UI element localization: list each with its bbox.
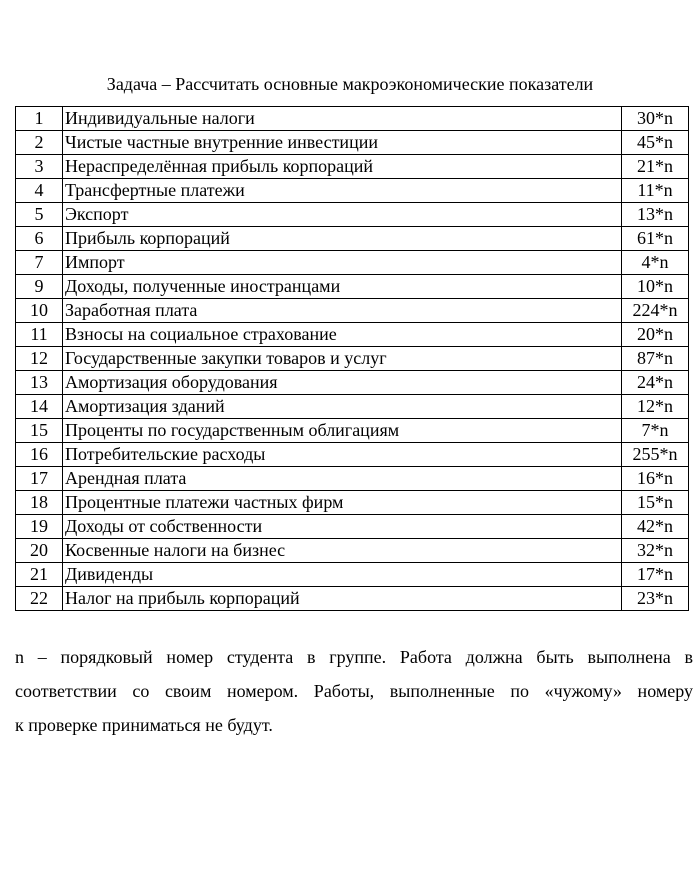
- indicator-name: Доходы от собственности: [63, 515, 622, 539]
- indicator-value: 224*n: [622, 299, 689, 323]
- table-row: [16, 251, 689, 275]
- row-number: 9: [16, 275, 63, 299]
- table-row: [16, 371, 689, 395]
- indicator-name: Экспорт: [63, 203, 622, 227]
- table-row: [16, 155, 689, 179]
- table-row: [16, 179, 689, 203]
- row-number: 1: [16, 107, 63, 131]
- row-number: 16: [16, 443, 63, 467]
- table-row: [16, 107, 689, 131]
- indicator-name: Проценты по государственным облигациям: [63, 419, 622, 443]
- indicator-value: 32*n: [622, 539, 689, 563]
- indicator-value: 16*n: [622, 467, 689, 491]
- note-paragraph: [15, 640, 693, 742]
- table-row: [16, 515, 689, 539]
- indicator-name: Индивидуальные налоги: [63, 107, 622, 131]
- indicators-table-body: [16, 107, 689, 611]
- indicator-name: Взносы на социальное страхование: [63, 323, 622, 347]
- table-row: [16, 203, 689, 227]
- indicator-name: Заработная плата: [63, 299, 622, 323]
- indicator-name: Нераспределённая прибыль корпораций: [63, 155, 622, 179]
- row-number: 4: [16, 179, 63, 203]
- table-row: [16, 467, 689, 491]
- table-row: [16, 227, 689, 251]
- row-number: 18: [16, 491, 63, 515]
- indicator-value: 13*n: [622, 203, 689, 227]
- table-row: [16, 323, 689, 347]
- indicator-value: 7*n: [622, 419, 689, 443]
- table-row: [16, 563, 689, 587]
- row-number: 22: [16, 587, 63, 611]
- note-line-1: n – порядковый номер студента в группе. Работа должна быть выполнена в: [15, 647, 693, 667]
- indicator-name: Государственные закупки товаров и услуг: [63, 347, 622, 371]
- row-number: 14: [16, 395, 63, 419]
- indicator-value: 15*n: [622, 491, 689, 515]
- table-row: [16, 443, 689, 467]
- table-row: [16, 419, 689, 443]
- table-row: [16, 491, 689, 515]
- indicator-value: 21*n: [622, 155, 689, 179]
- indicator-name: Прибыль корпораций: [63, 227, 622, 251]
- indicator-value: 17*n: [622, 563, 689, 587]
- row-number: 21: [16, 563, 63, 587]
- indicator-value: 87*n: [622, 347, 689, 371]
- table-row: [16, 299, 689, 323]
- task-title: Задача – Рассчитать основные макроэкономические показатели: [106, 74, 594, 94]
- indicator-name: Амортизация зданий: [63, 395, 622, 419]
- row-number: 15: [16, 419, 63, 443]
- note-line-2: соответствии со своим номером. Работы, выполненные по «чужому» номеру: [15, 681, 693, 701]
- note-line-3: к проверке приниматься не будут.: [15, 715, 273, 735]
- table-row: [16, 275, 689, 299]
- table-row: [16, 131, 689, 155]
- row-number: 17: [16, 467, 63, 491]
- indicator-value: 11*n: [622, 179, 689, 203]
- indicators-table: [15, 106, 689, 611]
- indicator-value: 4*n: [622, 251, 689, 275]
- indicator-value: 42*n: [622, 515, 689, 539]
- indicator-value: 23*n: [622, 587, 689, 611]
- indicator-value: 61*n: [622, 227, 689, 251]
- indicator-value: 24*n: [622, 371, 689, 395]
- indicator-name: Дивиденды: [63, 563, 622, 587]
- table-row: [16, 347, 689, 371]
- table-row: [16, 395, 689, 419]
- indicator-value: 10*n: [622, 275, 689, 299]
- row-number: 10: [16, 299, 63, 323]
- table-row: [16, 539, 689, 563]
- indicator-name: Импорт: [63, 251, 622, 275]
- indicator-name: Чистые частные внутренние инвестиции: [63, 131, 622, 155]
- indicator-value: 30*n: [622, 107, 689, 131]
- indicator-value: 20*n: [622, 323, 689, 347]
- indicator-value: 12*n: [622, 395, 689, 419]
- row-number: 19: [16, 515, 63, 539]
- row-number: 5: [16, 203, 63, 227]
- indicator-name: Трансфертные платежи: [63, 179, 622, 203]
- indicator-value: 45*n: [622, 131, 689, 155]
- indicator-name: Потребительские расходы: [63, 443, 622, 467]
- row-number: 6: [16, 227, 63, 251]
- row-number: 12: [16, 347, 63, 371]
- row-number: 2: [16, 131, 63, 155]
- indicator-name: Амортизация оборудования: [63, 371, 622, 395]
- row-number: 11: [16, 323, 63, 347]
- row-number: 3: [16, 155, 63, 179]
- table-row: [16, 587, 689, 611]
- row-number: 7: [16, 251, 63, 275]
- indicator-value: 255*n: [622, 443, 689, 467]
- indicator-name: Арендная плата: [63, 467, 622, 491]
- row-number: 20: [16, 539, 63, 563]
- row-number: 13: [16, 371, 63, 395]
- indicator-name: Косвенные налоги на бизнес: [63, 539, 622, 563]
- indicator-name: Доходы, полученные иностранцами: [63, 275, 622, 299]
- indicator-name: Налог на прибыль корпораций: [63, 587, 622, 611]
- indicator-name: Процентные платежи частных фирм: [63, 491, 622, 515]
